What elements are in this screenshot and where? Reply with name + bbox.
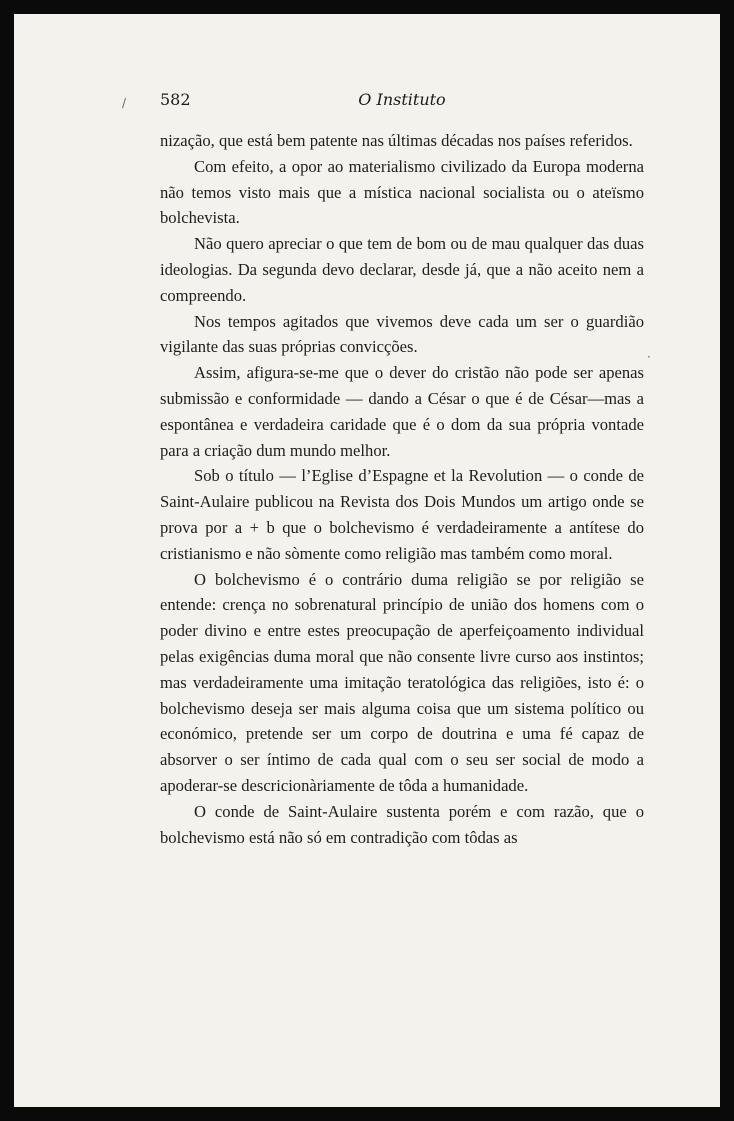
paragraph-8: O conde de Saint-Aulaire sustenta porém e com razão, que o bolchevismo está não só em contradição com tôdas as (160, 801, 644, 847)
paragraph-6: Sob o título — l’Eglise d’Espagne et la Revolution — o conde de Saint-Aulaire publicou na Revista dos Dois Mundos um artigo onde se prova por a + b que o bolchevismo é verdadeiramente a antítese do cristianismo e não sòmente como religião mas também como moral. (160, 466, 644, 563)
paragraph-5: Assim, afigura-se-me que o dever do cristão não pode ser apenas submissão e conformidade — dando a César o que é de César—mas a espontânea e verdadeira caridade que é o dom da sua própria vontade para a criação dum mundo melhor. (160, 363, 644, 460)
book-page (14, 14, 720, 1107)
paragraph-2: Com efeito, a opor ao materialismo civilizado da Europa moderna não temos visto mais que a mística nacional socialista ou o ateïsmo bolchevista. (160, 156, 644, 228)
paragraph-3: Não quero apreciar o que tem de bom ou de mau qualquer das duas ideologias. Da segunda devo declarar, desde já, que a não aceito nem a compreendo. (160, 234, 644, 305)
margin-speck: / (122, 96, 127, 110)
page-header (160, 90, 644, 116)
paragraph-1: nização, que está bem patente nas últimas décadas nos países referidos. (160, 131, 633, 150)
paragraph-7: O bolchevismo é o contrário duma religião se por religião se entende: crença no sobrenatural princípio de união dos homens com o poder divino e entre estes preocupação de aperfeiçoamento individual pelas exigências duma moral que não consente livre curso aos instintos; mas verdadeiramente uma imitação teratológica das religiões, isto é: o bolchevismo deseja ser mais alguma coisa que um sistema político ou económico, pretende ser um corpo de doutrina e uma fé capaz de absorver o ser íntimo de cada qual com o seu ser social de modo a apoderar-se descricionàriamente de tôda a humanidade. (160, 569, 644, 795)
page-number: 582 (160, 90, 191, 109)
running-title: O Instituto (358, 90, 446, 109)
margin-speck: · (647, 350, 651, 364)
body-text (160, 128, 644, 850)
paragraph-4: Nos tempos agitados que vivemos deve cada um ser o guardião vigilante das suas próprias convicções. (160, 311, 644, 357)
